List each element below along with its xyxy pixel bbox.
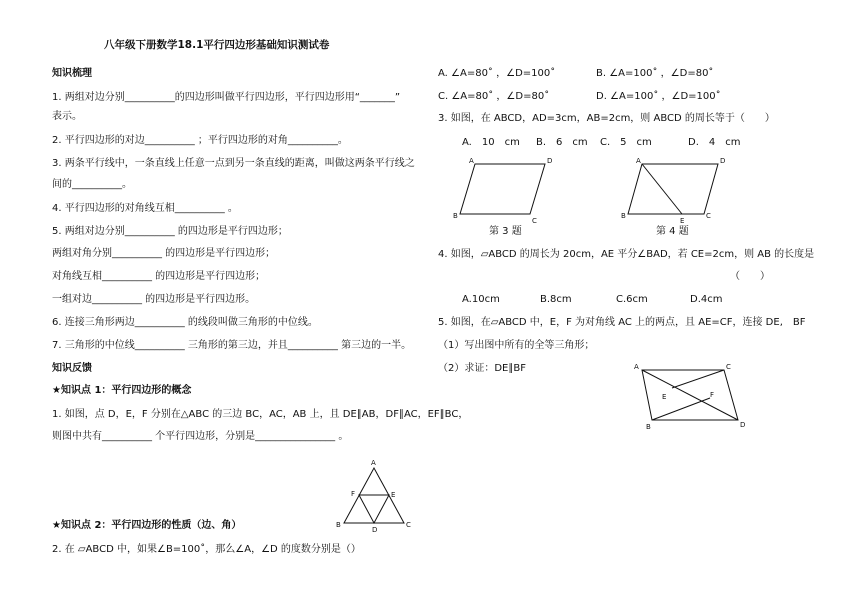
vertex-label: E [680,217,685,225]
vertex-label: B [646,423,651,431]
option: A. 10 cm [462,137,520,148]
parallelogram-figure-5 [628,358,758,438]
option: A.10cm [462,294,500,305]
option: B. 6 cm [536,137,588,148]
figure-caption: 第 4 题 [656,226,689,237]
vertex-label: E [391,491,396,499]
question-line: 3. 如图，在 ABCD，AD=3cm，AB=2cm，则 ABCD 的周长等于（ ） [438,113,775,124]
question-line: 一组对边__________ 的四边形是平行四边形。 [52,294,256,305]
vertex-label: D [740,421,746,429]
vertex-label: A [634,363,639,371]
question-line: 2. 在 ▱ABCD 中，如果∠B=100˚，那么∠A，∠D 的度数分别是（） [52,544,361,555]
question-line: 4. 如图，▱ABCD 的周长为 20cm，AE 平分∠BAD，若 CE=2cm，则 AB 的长度是 [438,249,815,260]
option: D. ∠A=100˚ ，∠D=100˚ [596,91,721,102]
question-line: （1）写出图中所有的全等三角形； [438,340,595,351]
triangle-figure [334,455,424,535]
question-line: 2. 平行四边形的对边__________ ；平行四边形的对角__________。 [52,135,348,146]
question-line: （2）求证：DE∥BF [438,363,526,374]
vertex-label: C [726,363,731,371]
question-line: 5. 如图，在▱ABCD 中，E，F 为对角线 AC 上的两点，且 AE=CF，连接 DE, BF [438,317,806,328]
question-line: 则图中共有__________ 个平行四边形，分别是________________ 。 [52,431,349,442]
answer-bracket: （ ） [730,271,770,282]
parallelogram-figure-3 [450,154,560,226]
parallelogram-figure-4 [618,154,728,226]
vertex-label: D [720,157,726,165]
question-line: 表示。 [52,111,82,122]
vertex-label: E [662,393,667,401]
section-heading-review: 知识梳理 [52,68,92,79]
question-line: 两组对角分别__________ 的四边形是平行四边形； [52,248,276,259]
vertex-label: A [371,459,376,467]
vertex-label: C [706,212,711,220]
vertex-label: A [469,157,474,165]
option: A. ∠A=80˚ ，∠D=100˚ [438,68,556,79]
question-line: 6. 连接三角形两边__________ 的线段叫做三角形的中位线。 [52,317,318,328]
section-heading-feedback: 知识反馈 [52,363,92,374]
question-line: 3. 两条平行线中，一条直线上任意一点到另一条直线的距离，叫做这两条平行线之 [52,158,415,169]
question-line: 1. 两组对边分别__________的四边形叫做平行四边形，平行四边形用“_______” [52,92,401,103]
page-title: 八年级下册数学18.1平行四边形基础知识测试卷 [104,39,330,51]
knowledge-point-heading: ★知识点 2：平行四边形的性质（边、角） [52,520,242,531]
question-line: 间的__________。 [52,179,132,190]
vertex-label: A [636,157,641,165]
option: B. ∠A=100˚ ，∠D=80˚ [596,68,714,79]
figure-caption: 第 3 题 [489,226,522,237]
question-line: 4. 平行四边形的对角线互相__________ 。 [52,203,238,214]
vertex-label: F [710,391,715,399]
vertex-label: B [453,212,458,220]
knowledge-point-heading: ★知识点 1：平行四边形的概念 [52,385,192,396]
option: D. 4 cm [688,137,741,148]
vertex-label: C [406,521,411,529]
vertex-label: B [621,212,626,220]
vertex-label: B [336,521,341,529]
question-line: 1. 如图，点 D，E，F 分别在△ABC 的三边 BC，AC，AB 上，且 DE∥AB，DF∥AC，EF∥BC， [52,409,469,420]
vertex-label: D [372,526,378,534]
vertex-label: F [351,490,356,498]
question-line: 7. 三角形的中位线__________ 三角形的第三边，并且__________ 第三边的一半。 [52,340,412,351]
question-line: 5. 两组对边分别__________ 的四边形是平行四边形； [52,226,288,237]
vertex-label: D [547,157,553,165]
question-line: 对角线互相__________ 的四边形是平行四边形； [52,271,266,282]
option: C. 5 cm [600,137,652,148]
option: D.4cm [690,294,723,305]
vertex-label: C [532,217,537,225]
option: B.8cm [540,294,572,305]
option: C.6cm [616,294,648,305]
option: C. ∠A=80˚ ，∠D=80˚ [438,91,550,102]
